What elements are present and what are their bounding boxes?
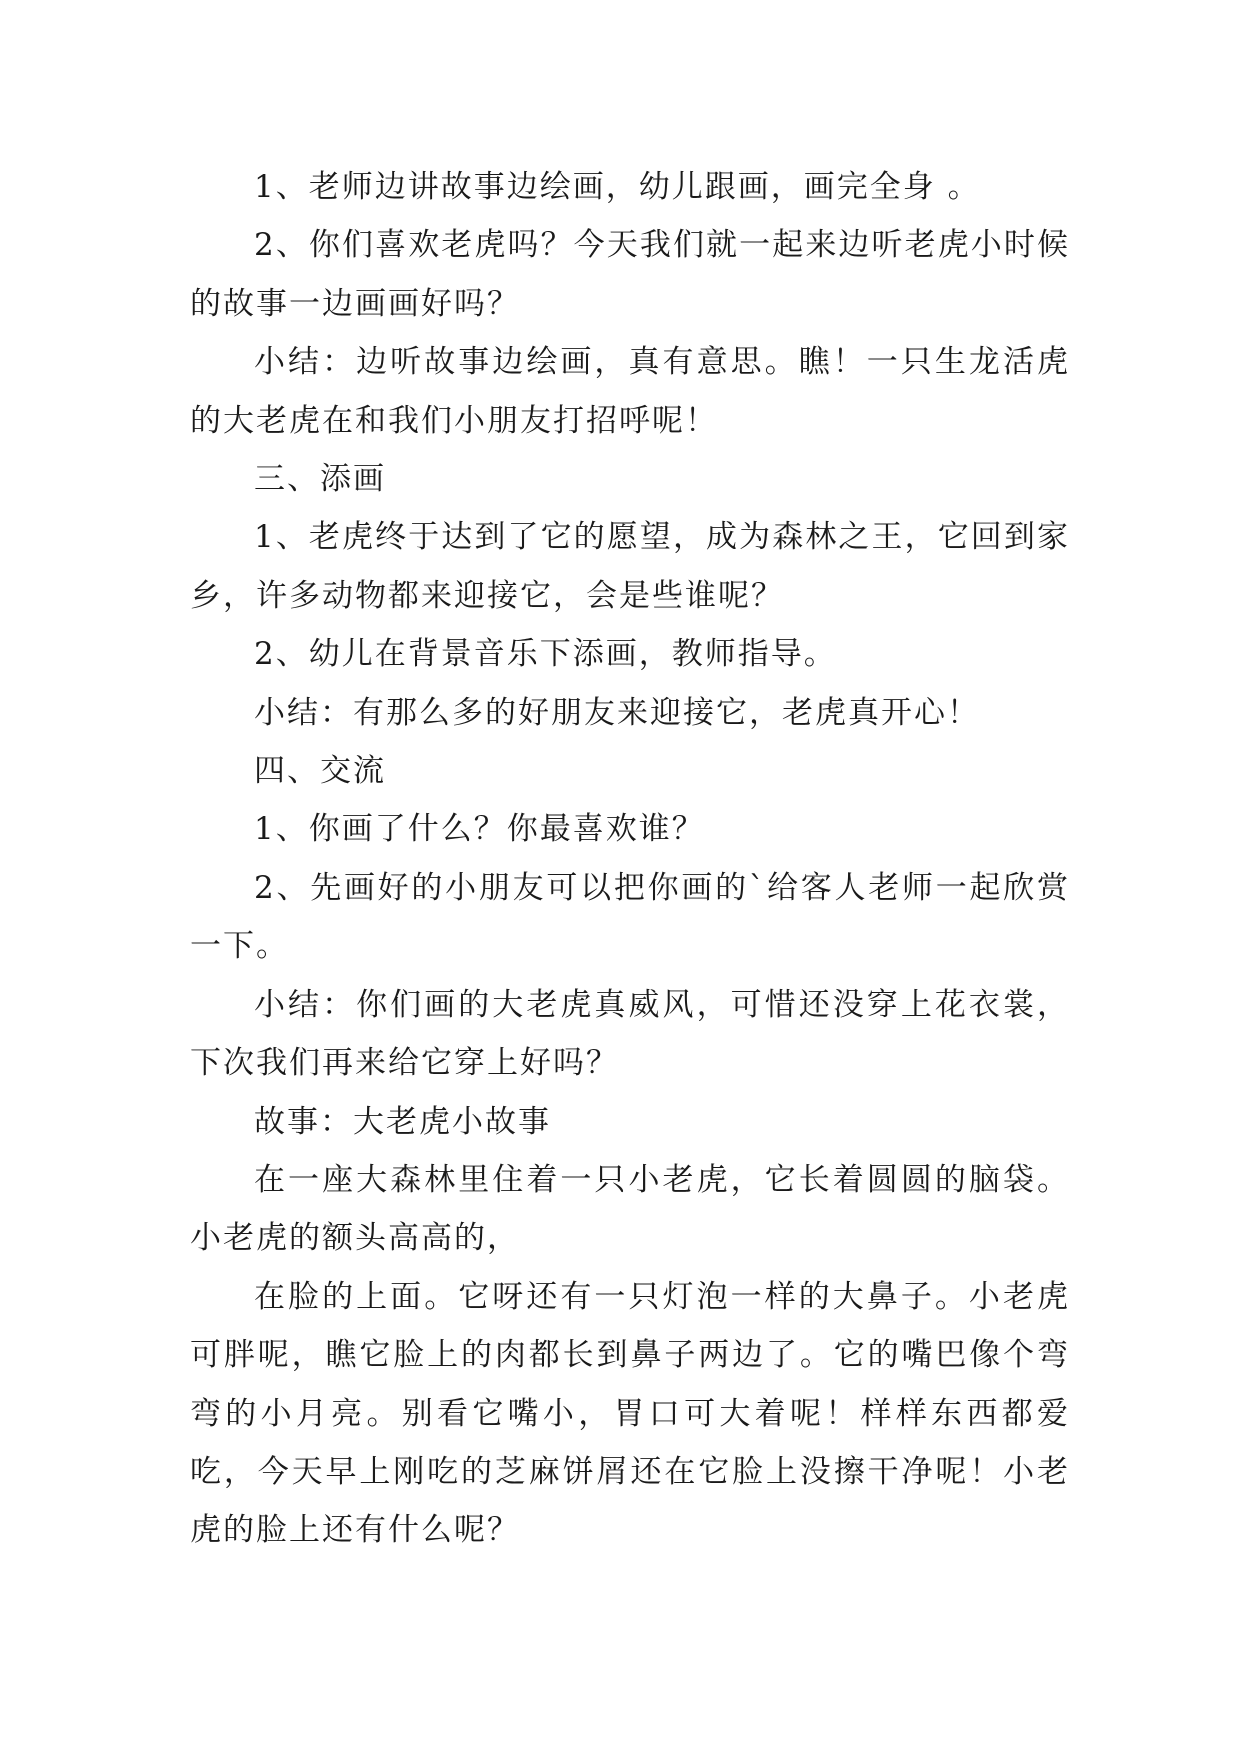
paragraph-summary-2: 小结：有那么多的好朋友来迎接它，老虎真开心！: [254, 694, 980, 731]
story-heading: 故事：大老虎小故事: [254, 1103, 551, 1140]
paragraph-add-drawing-2: 2、幼儿在背景音乐下添画，教师指导。: [254, 636, 837, 673]
paragraph-step-2-question: 2、你们喜欢老虎吗？今天我们就一起来边听老虎小时候的故事一边画画好吗？: [190, 227, 1070, 322]
paragraph-exchange-2: 2、先画好的小朋友可以把你画的`给客人老师一起欣赏一下。: [190, 869, 1070, 965]
paragraph-summary-1: 小结：边听故事边绘画，真有意思。瞧！一只生龙活虎的大老虎在和我们小朋友打招呼呢！: [190, 344, 1070, 439]
paragraph-exchange-1: 1、你画了什么？你最喜欢谁？: [254, 811, 705, 848]
story-paragraph-2: 在脸的上面。它呀还有一只灯泡一样的大鼻子。小老虎可胖呢，瞧它脸上的肉都长到鼻子两边了。它的嘴巴像个弯弯的小月亮。别看它嘴小，胃口可大着呢！样样东西都爱吃，今天早上刚吃的芝麻饼屑还在它脸上没擦干净呢！小老虎的脸上还有什么呢？: [190, 1278, 1070, 1549]
paragraph-step-1-draw-along: 1、老师边讲故事边绘画，幼儿跟画，画完全身 。: [254, 169, 981, 205]
section-heading-exchange: 四、交流: [254, 753, 386, 790]
document-body: [190, 158, 1070, 1560]
paragraph-summary-3: 小结：你们画的大老虎真威风，可惜还没穿上花衣裳，下次我们再来给它穿上好吗？: [190, 986, 1070, 1082]
paragraph-add-drawing-1: 1、老虎终于达到了它的愿望，成为森林之王，它回到家乡，许多动物都来迎接它，会是些谁呢？: [190, 519, 1070, 614]
story-paragraph-1: 在一座大森林里住着一只小老虎，它长着圆圆的脑袋。小老虎的额头高高的，: [190, 1161, 1070, 1257]
section-heading-add-drawing: 三、添画: [254, 461, 386, 498]
